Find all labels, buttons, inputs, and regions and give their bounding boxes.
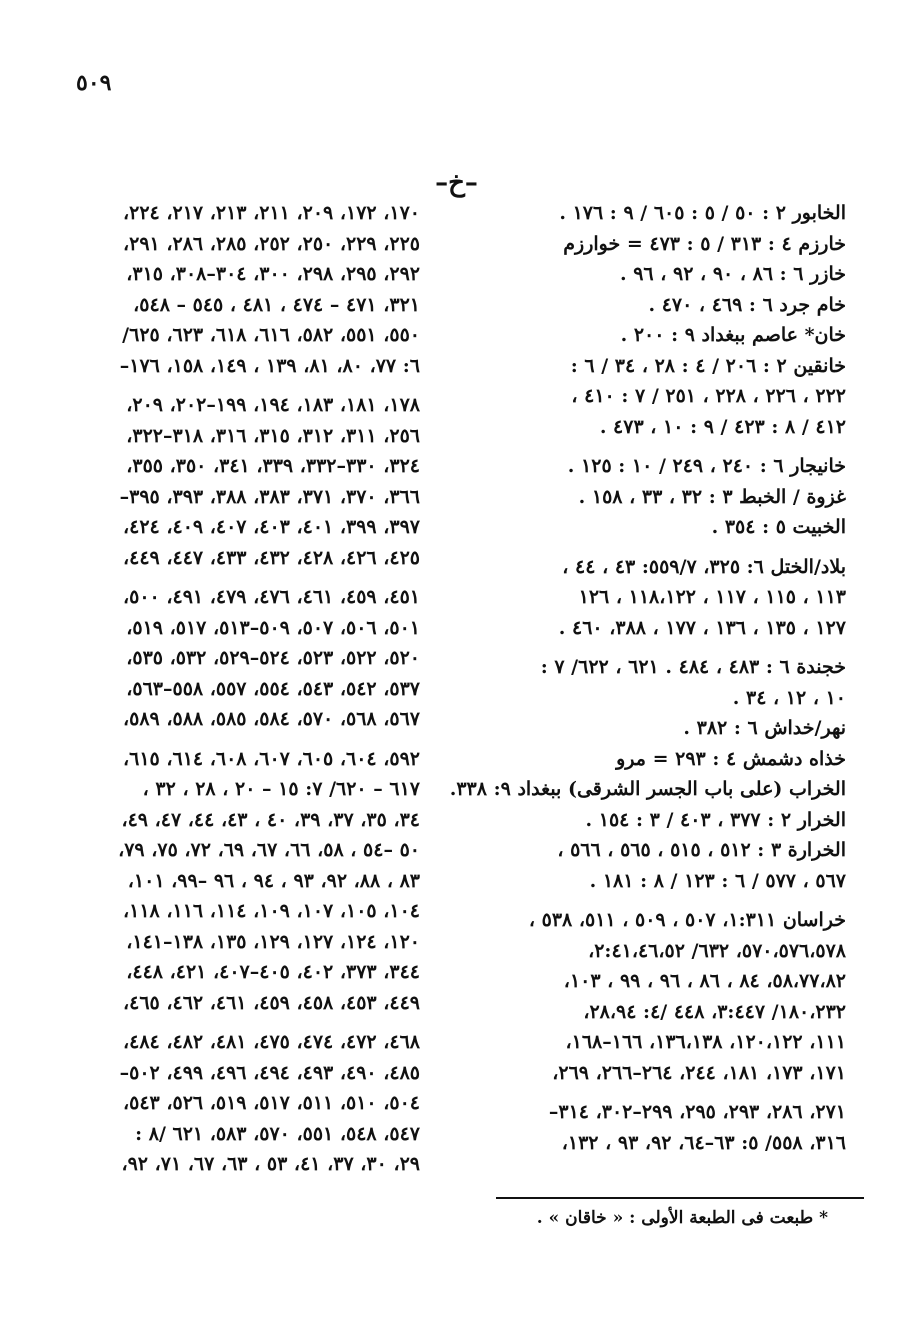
index-column-right: [449, 198, 846, 1158]
entry-spacer: [478, 442, 846, 451]
index-entry-line: ٥٠١، ٥٠٦، ٥٠٧، ٥٠٩–٥١٣، ٥١٧، ٥١٩،: [126, 616, 420, 639]
index-entry-line: ٥٠ –٥٤ ، ٥٨، ٦٦، ٦٧، ٦٩، ٧٢، ٧٥، ٧٩،: [118, 839, 420, 861]
index-entry-line: ٥٥٠، ٥٥١، ٥٨٢، ٦١٦، ٦١٨، ٦٢٣، ٦٢٥/: [122, 324, 420, 346]
index-entry-line: خذاه دشمش ٤ : ٢٩٣ = مرو: [616, 747, 846, 770]
index-entry-line: ١٧١، ١٧٣، ١٨١، ٢٤٤، ٢٦٤–٢٦٦، ٢٦٩،: [552, 1061, 846, 1084]
index-entry-line: ٢٩، ٣٠، ٣٧، ٤١، ٥٣ ، ٦٣، ٦٧، ٧١، ٩٢،: [121, 1153, 420, 1175]
index-entry-line: ٤٥١، ٤٥٩، ٤٦١، ٤٧٦، ٤٧٩، ٤٩١، ٥٠٠،: [122, 586, 420, 608]
index-entry-line: ٥٦٧، ٥٦٨، ٥٧٠، ٥٨٤، ٥٨٥، ٥٨٨، ٥٨٩،: [122, 708, 420, 730]
index-entry-line: ٥٣٧، ٥٤٢، ٥٤٣، ٥٥٤، ٥٥٧، ٥٥٨–٥٦٣،: [126, 677, 420, 700]
index-column-left: [60, 198, 420, 1180]
index-entry-line: ٣٦٦، ٣٧٠، ٣٧١، ٣٨٣، ٣٨٨، ٣٩٣، ٣٩٥–: [119, 485, 420, 508]
index-entry-line: خراسان ١:٣١١، ٥٠٧ ، ٥٠٩ ، ٥١١، ٥٣٨ ،: [528, 909, 846, 931]
index-entry-line: ٤٢٥، ٤٢٦، ٤٢٨، ٤٣٢، ٤٣٣، ٤٤٧، ٤٤٩،: [122, 546, 420, 569]
index-entry-line: ١٨٠،٢٣٢/ ٣:٤٤٧، ٤٤٨ /٤: ٢٨،٩٤،: [583, 1000, 846, 1023]
entry-spacer: [478, 1088, 846, 1097]
index-entry-line: الخرار ٢ : ٣٧٧ ، ٤٠٣ / ٣ : ١٥٤ .: [585, 808, 846, 831]
entry-spacer: [60, 573, 420, 582]
index-entry-line: بلاد/الختل ٦: ٣٢٥، ٥٥٩/٧: ٤٣ ، ٤٤ ،: [562, 555, 846, 578]
entry-spacer: [60, 735, 420, 744]
index-entry-line: ٦١٧ – ٦٢٠/ ٧: ١٥ – ٢٠ ، ٢٨ ، ٣٢ ،: [142, 778, 420, 800]
index-entry-line: ٨٣ ، ٨٨، ٩٢، ٩٣ ، ٩٤ ، ٩٦ –٩٩، ١٠١،: [127, 869, 420, 892]
index-entry-line: الخبيت ٥ : ٣٥٤ .: [711, 516, 846, 538]
entry-spacer: [60, 1018, 420, 1027]
index-entry-line: ٥٦٧ ، ٥٧٧ / ٦ : ١٢٣ / ٨ : ١٨١ .: [589, 869, 846, 892]
index-entry-line: ٣٤٤، ٣٧٣، ٤٠٢، ٤٠٥–٤٠٧، ٤٢١، ٤٤٨،: [126, 961, 420, 983]
footnote-divider: [496, 1197, 864, 1199]
index-entry-line: ٣٩٧، ٣٩٩، ٤٠١، ٤٠٣، ٤٠٧، ٤٠٩، ٤٢٤،: [122, 516, 420, 538]
index-entry-line: نهر/خداش ٦ : ٣٨٢ .: [683, 717, 846, 739]
footnote: * طبعت فى الطبعة الأولى : « خاقان » .: [536, 1208, 828, 1228]
page-number: ٥٠٩: [76, 70, 112, 96]
index-entry-line: خان* عاصم ببغداد ٩ : ٢٠٠ .: [620, 324, 846, 346]
index-entry-line: ١٢٧ ، ١٣٥ ، ١٣٦ ، ١٧٧ ، ٣٨٨، ٤٦٠ .: [558, 616, 846, 639]
index-entry-line: ٤١٢ / ٨ : ٤٢٣ / ٩ : ١٠ ، ٤٧٣ .: [599, 415, 846, 438]
index-entry-line: ٥٤٧، ٥٤٨، ٥٥١، ٥٧٠، ٥٨٣، ٦٢١ /٨ :: [135, 1122, 420, 1145]
index-entry-line: الخرارة ٣ : ٥١٢ ، ٥١٥ ، ٥٦٥ ، ٥٦٦ ،: [557, 839, 846, 861]
index-entry-line: ٢٩٢، ٢٩٥، ٢٩٨، ٣٠٠، ٣٠٤–٣٠٨، ٣١٥،: [126, 263, 420, 285]
index-entry-line: ١١٣ ، ١١٥ ، ١١٧ ، ١١٨،١٢٢ ، ١٢٦: [578, 586, 846, 608]
index-entry-line: ٥٨،٧٧،٨٢، ٨٤ ، ٨٦ ، ٩٦ ، ٩٩ ، ١٠٣،: [563, 970, 846, 992]
index-entry-line: ٥٠٤، ٥١٠، ٥١١، ٥١٧، ٥١٩، ٥٢٦، ٥٤٣،: [122, 1092, 420, 1114]
index-entry-line: ٥٧٠،٥٧٦،٥٧٨، ٦٣٢/ ٢:٤١،٤٦،٥٢،: [588, 939, 846, 962]
index-entry-line: غزوة / الخبط ٣ : ٣٢ ، ٣٣ ، ١٥٨ .: [578, 485, 846, 508]
index-entry-line: ٤٦٨، ٤٧٢، ٤٧٤، ٤٧٥، ٤٨١، ٤٨٢، ٤٨٤،: [122, 1031, 420, 1053]
index-entry-line: خام جرد ٦ : ٤٦٩ ، ٤٧٠ .: [648, 293, 846, 316]
entry-spacer: [60, 381, 420, 390]
index-entry-line: خجندة ٦ : ٤٨٣ ، ٤٨٤ . ٦٢١ ، ٦٢٢/ ٧ :: [540, 656, 846, 678]
index-entry-line: ٤٨٥، ٤٩٠، ٤٩٣، ٤٩٤، ٤٩٦، ٤٩٩، ٥٠٢–: [119, 1061, 420, 1084]
entry-spacer: [478, 643, 846, 652]
index-entry-line: ٣٤، ٣٥، ٣٧، ٣٩، ٤٠ ، ٤٣، ٤٤، ٤٧، ٤٩،: [121, 808, 420, 831]
index-entry-line: ٥٢٠، ٥٢٢، ٥٢٣، ٥٢٤–٥٢٩، ٥٣٢، ٥٣٥،: [126, 647, 420, 669]
index-entry-line: ١٧٨، ١٨١، ١٨٣، ١٩٤، ١٩٩–٢٠٢، ٢٠٩،: [126, 394, 420, 416]
index-entry-line: خازر ٦ : ٨٦ ، ٩٠ ، ٩٢ ، ٩٦ .: [619, 263, 846, 285]
index-entry-line: ٣٢١، ٤٧١ – ٤٧٤ ، ٤٨١ ، ٥٤٥ – ٥٤٨،: [133, 293, 420, 316]
index-entry-line: ٦: ٧٧، ٨٠، ٨١، ١٣٩ ، ١٤٩، ١٥٨، ١٧٦–: [119, 354, 420, 377]
index-entry-line: خارزم ٤ : ٣١٣ / ٥ : ٤٧٣ = خوارزم: [563, 232, 846, 255]
index-entry-line: خانيجار ٦ : ٢٤٠ ، ٢٤٩ / ١٠ : ١٢٥ .: [567, 455, 846, 477]
index-entry-line: ١٠٤، ١٠٥، ١٠٧، ١٠٩، ١١٤، ١١٦، ١١٨،: [122, 900, 420, 922]
index-entry-line: ٣١٦، ٥٥٨/ ٥: ٦٣–٦٤، ٩٢، ٩٣ ، ١٣٢،: [561, 1131, 846, 1154]
index-entry-line: الخابور ٢ : ٥٠ / ٥ : ٦٠٥ / ٩ : ١٧٦ .: [559, 202, 846, 224]
index-entry-line: ٣٢٤، ٣٣٠–٣٣٢، ٣٣٩، ٣٤١، ٣٥٠، ٣٥٥،: [126, 455, 420, 477]
index-entry-line: ١٢٠، ١٢٤، ١٢٧، ١٢٩، ١٣٥، ١٣٨–١٤١،: [126, 930, 420, 953]
index-entry-line: ٢٥٦، ٣١١، ٣١٢، ٣١٥، ٣١٦، ٣١٨–٣٢٢،: [126, 424, 420, 447]
index-entry-line: ١٠ ، ١٢ ، ٣٤ .: [732, 686, 846, 709]
index-entry-line: الخراب (على باب الجسر الشرقى) ببغداد ٩: ٣٣٨.: [449, 778, 846, 800]
entry-spacer: [478, 543, 846, 552]
index-entry-line: ٢٢٢ ، ٢٢٦ ، ٢٢٨ ، ٢٥١ / ٧ : ٤١٠ ،: [571, 385, 846, 407]
index-entry-line: ٢٧١، ٢٨٦، ٢٩٣، ٢٩٥، ٢٩٩–٣٠٢، ٣١٤–: [548, 1101, 846, 1123]
index-entry-line: ٢٢٥، ٢٢٩، ٢٥٠، ٢٥٢، ٢٨٥، ٢٨٦، ٢٩١،: [122, 232, 420, 255]
index-entry-line: ٤٤٩، ٤٥٣، ٤٥٨، ٤٥٩، ٤٦١، ٤٦٢، ٤٦٥،: [122, 991, 420, 1014]
index-entry-line: ٥٩٢، ٦٠٤، ٦٠٥، ٦٠٧، ٦٠٨، ٦١٤، ٦١٥،: [122, 747, 420, 770]
entry-spacer: [478, 896, 846, 905]
index-entry-line: خانقين ٢ : ٢٠٦ / ٤ : ٢٨ ، ٣٤ / ٦ :: [570, 354, 846, 377]
index-entry-line: ١١١، ١٢٠،١٢٢، ١٣٦،١٣٨، ١٦٦–١٦٨،: [565, 1031, 846, 1053]
section-heading: –خ–: [435, 168, 478, 198]
index-entry-line: ١٧٠، ١٧٢، ٢٠٩، ٢١١، ٢١٣، ٢١٧، ٢٢٤،: [122, 202, 420, 224]
